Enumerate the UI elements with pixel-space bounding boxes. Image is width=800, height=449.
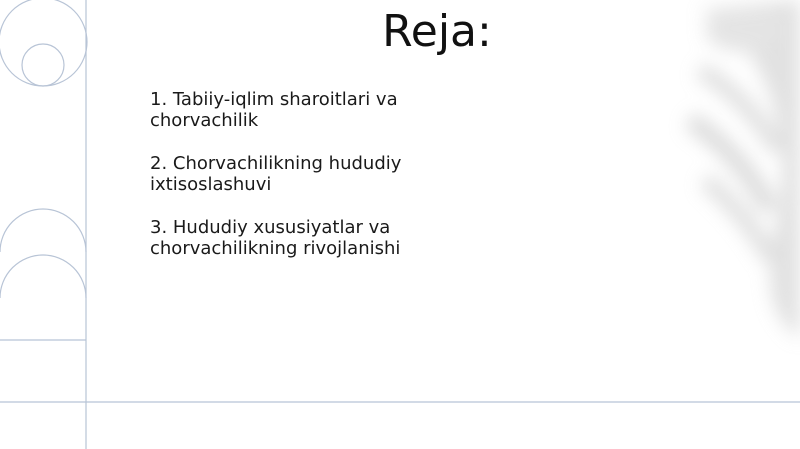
list-item bbox=[150, 217, 470, 259]
list-item-line: 1. Tabiiy-iqlim sharoitlari va bbox=[150, 89, 398, 110]
slide-title: Reja: bbox=[382, 6, 492, 57]
leaf-shadow-icon bbox=[690, 0, 800, 340]
list-item bbox=[150, 153, 470, 195]
list-item bbox=[150, 89, 470, 131]
list-item-line: 3. Hududiy xususiyatlar va bbox=[150, 217, 391, 238]
list-item-line: chorvachilik bbox=[150, 110, 259, 131]
list-item-line: chorvachilikning rivojlanishi bbox=[150, 238, 401, 259]
list-item-line: ixtisoslashuvi bbox=[150, 174, 272, 195]
plan-list bbox=[150, 89, 470, 281]
list-item-line: 2. Chorvachilikning hududiy bbox=[150, 153, 402, 174]
